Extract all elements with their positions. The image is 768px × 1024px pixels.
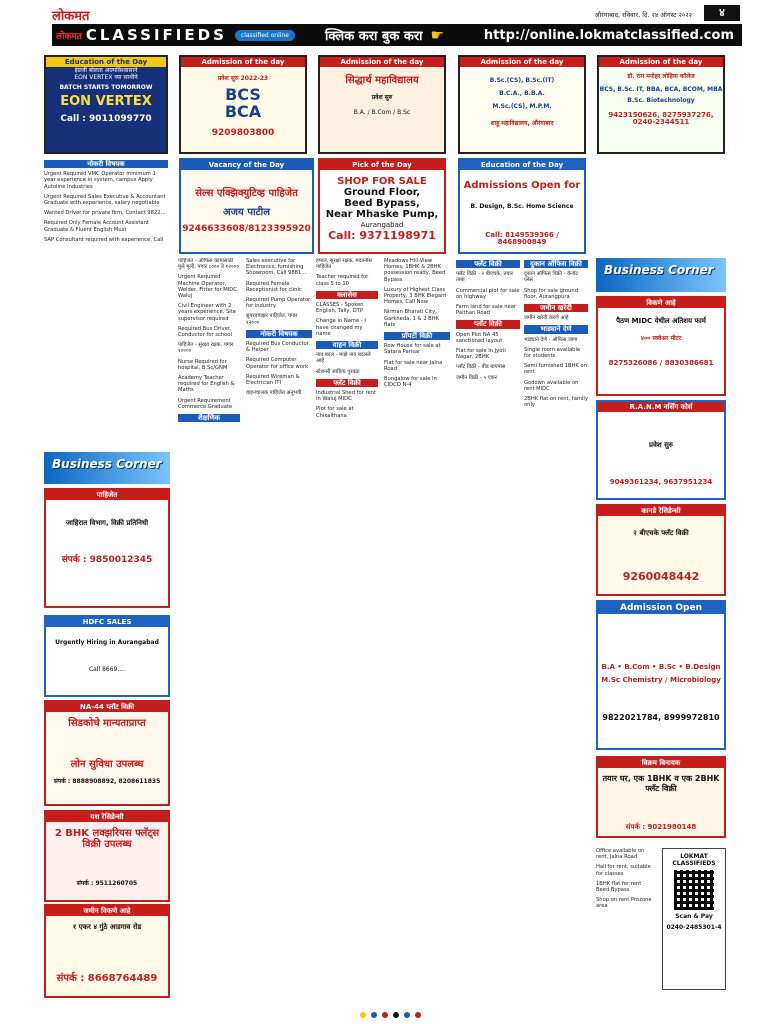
classified-entry: Flat for sale near Jalna Road	[384, 359, 443, 372]
classified-entry: Sales executive for Electronics, furnishing Showroom. Call 9881...	[246, 258, 307, 277]
business-corner-title: Business Corner	[604, 263, 714, 277]
qr-code-icon[interactable]	[674, 870, 714, 910]
ad-phone: 9423150626, 8275937276, 0240-2344511	[608, 111, 714, 126]
classified-entry: Godown available on rent MIDC	[524, 379, 579, 392]
classified-entry: Plot for sale at Chikalthana	[316, 406, 354, 419]
pointing-hand-icon: ☛	[430, 26, 444, 44]
ad-header: विकणे आहे	[598, 298, 724, 308]
classified-entry: Required Only Female Account Assistant Graduate & Fluent English Must	[44, 220, 149, 233]
ad-line: B. Design, B.Sc. Home Science	[470, 203, 574, 210]
classified-entry: Shop for sale ground floor, Aurangpura	[524, 287, 578, 300]
ad-line: B.Sc. Biotechnology	[627, 97, 695, 104]
banner-logo: लोकमत	[56, 31, 82, 42]
ad-line: प्रवेश सुरु	[649, 441, 673, 449]
classified-entry: Semi furnished 1BHK on rent	[524, 363, 587, 376]
ad-hdfc-sales[interactable]	[44, 615, 170, 697]
classified-entry: Office available on rent, Jalna Road	[596, 848, 645, 861]
ad-bcs-bca[interactable]	[179, 55, 307, 154]
ad-title: 2 BHK लक्झरियस फ्लॅट्स	[54, 828, 160, 839]
ad-header: यश रेसिडेन्सी	[46, 812, 168, 822]
ad-line: BATCH STARTS TOMORROW	[59, 84, 153, 91]
ad-phone: 9209803800	[211, 128, 275, 138]
classified-entry: Urgent Required VMC Operator minimum 1 year experience in system, campus Apply Autoline Industries	[44, 171, 156, 190]
ad-na44-plot[interactable]	[44, 700, 170, 806]
classified-entry: नाव बदल - माझे नाव बदलले आहे	[316, 352, 371, 365]
classified-entry: SAP Consultant required with experience, Call	[44, 236, 164, 243]
masthead	[30, 3, 740, 23]
classified-entry: Nirman Bharati City, Garkheda, 1 & 2 BHK flats	[384, 309, 440, 328]
ad-header: R.A.N.M नर्सिंग कोर्स	[598, 402, 724, 412]
ad-eon-vertex[interactable]	[44, 55, 168, 154]
column-5	[384, 258, 450, 978]
section-header-vehicle: वाहन विक्री	[316, 341, 378, 349]
ad-header: Admission of the day	[460, 57, 584, 67]
ad-education-of-the-day[interactable]	[458, 158, 586, 254]
ad-course: BCS	[225, 85, 261, 104]
classified-entry: स्टेशनरी साहित्य पुरवठा	[316, 368, 360, 375]
column-4	[316, 258, 378, 978]
classifieds-title: CLASSIFIEDS	[85, 26, 227, 44]
classified-entry: Required Computer Operator for office work	[246, 357, 309, 370]
ad-line: EON VERTEX व्या साथीने	[74, 74, 138, 81]
ad-brand: EON VERTEX	[60, 94, 152, 109]
ad-vikram-vinayak[interactable]	[596, 756, 726, 838]
classified-entry: जमीन विक्री - ५ एकर	[456, 374, 497, 381]
banner-tagline: क्लिक करा बुक करा	[324, 29, 423, 44]
classified-entry: 2BHK flat on rent, family only	[524, 396, 588, 409]
classified-entry: Meadows Hill-View Homes, 1BHK & 2BHK possession ready, Beed Bypass	[384, 258, 446, 283]
footer-color-dots	[240, 1012, 540, 1020]
color-dot	[371, 1012, 377, 1018]
ad-phone: Call : 9011099770	[60, 114, 152, 124]
ad-phone: 8275326086 / 8830386681	[608, 359, 714, 367]
ad-vacancy-of-the-day[interactable]	[179, 158, 314, 254]
ad-line: Urgently Hiring in Aurangabad	[55, 639, 159, 646]
classified-entry: Urgent Required Sales Executive & Accountant Graduate with experience, salary negotiable	[44, 193, 166, 207]
section-header-plot: प्लॉट विक्री	[456, 320, 520, 328]
ad-phone: संपर्क : 8888908892, 8208611835	[53, 778, 161, 785]
column-naukri	[44, 158, 168, 448]
ad-kanade-residency[interactable]	[596, 504, 726, 596]
ad-header: Pick of the Day	[320, 160, 444, 170]
ad-header: Admission of the day	[181, 57, 305, 67]
ad-phone: 9822021784, 8999972810	[602, 713, 720, 722]
classifieds-banner	[52, 24, 742, 46]
ad-header: HDFC SALES	[46, 617, 168, 627]
color-dot	[393, 1012, 399, 1018]
classified-entry: CLASSES - Spoken English, Tally, DTP	[316, 302, 364, 315]
ad-phone: 9260048442	[622, 570, 700, 583]
section-header-flat: फ्लॅट विक्री	[316, 379, 378, 387]
section-header-classes: क्लासेस	[316, 291, 378, 299]
ad-header: Admission of the day	[320, 57, 444, 67]
ad-line: B.A. / B.Com / B.Sc	[353, 109, 411, 116]
column-3	[246, 258, 312, 978]
ad-line: तयार घर, एक 1BHK व एक 2BHK फ्लॅट विक्री	[602, 774, 720, 793]
ad-phone: संपर्क : 8668764489	[56, 973, 158, 984]
classified-entry: दुकान ऑफिस विक्री - कॅनॉट प्लेस	[524, 271, 578, 284]
color-dot	[404, 1012, 410, 1018]
ad-header: NA-44 प्लॉट विक्री	[46, 702, 168, 712]
classified-entry: हमाल, सुरक्षा रक्षक, मदतनीस पाहिजेत	[316, 258, 373, 271]
ad-business-corner-right[interactable]	[596, 258, 726, 292]
ad-phone: संपर्क : 9021980148	[625, 823, 697, 831]
classified-entry: Farm land for sale near Paithan Road	[456, 304, 517, 317]
classified-entry: 1BHK flat for rent Beed Bypass	[596, 880, 642, 894]
section-header-naukri-2: नोकरी विषयक	[246, 330, 312, 338]
classified-entry: Nurse Required for hospital, B.Sc/GNM	[178, 358, 228, 371]
qr-title: LOKMAT CLASSIFIEDS	[672, 853, 716, 867]
ad-line: M.Sc.(CS), M.P.M.	[492, 103, 552, 110]
ad-yash-residency[interactable]	[44, 810, 170, 902]
classified-entry: Teacher required for class 5 to 10	[316, 274, 369, 287]
ad-qr-payment[interactable]	[662, 848, 726, 990]
ad-title: सेल्स एक्झिक्युटिव्ह पाहिजेत	[195, 188, 298, 199]
ad-line: इंग्रजी बोलता आत्मविश्वासाने	[74, 67, 138, 74]
ad-phone: 9049361234, 9637951234	[609, 478, 713, 486]
ad-siddharth-college[interactable]	[318, 55, 446, 154]
dateline: औरंगाबाद, रविवार, दि. २४ ऑगस्ट २०२२	[594, 11, 692, 19]
ad-title: Admissions Open for	[463, 180, 581, 191]
section-header-naukri: नोकरी विषयक	[44, 160, 168, 168]
ad-admission-open[interactable]	[596, 600, 726, 750]
column-7	[524, 258, 588, 978]
ad-lohia-college[interactable]	[597, 55, 725, 154]
section-header-flat-2: फ्लॅट विक्री	[456, 260, 520, 268]
ad-header: Admission Open	[598, 602, 724, 614]
ad-note: M.Sc Chemistry / Microbiology	[601, 676, 721, 684]
ad-note: लोन सुविधा उपलब्ध	[70, 759, 144, 770]
classified-entry: Industrial Shed for rent in Waluj MIDC	[316, 390, 377, 403]
section-header-education: शैक्षणिक	[178, 414, 240, 422]
classified-entry: भाड्याने देणे - ऑफिस जागा	[524, 336, 578, 343]
classified-entry: Urgent Required Machine Operator, Welder, Fitter for MIDC Waluj	[178, 274, 237, 300]
classified-entry: Wanted Driver for private firm, Contact 9822...	[44, 210, 166, 217]
classified-entry: Civil Engineer with 2 years experience, Site supervisor required	[178, 303, 236, 322]
ad-header: Vacancy of the Day	[181, 160, 312, 170]
classified-entry: Required Female Receptionist for clinic	[246, 280, 302, 293]
lokmat-logo: लोकमत	[52, 9, 90, 23]
ad-line: Ground Floor,	[343, 187, 421, 198]
color-dot	[360, 1012, 366, 1018]
classified-entry: Change in Name - I have changed my name	[316, 318, 366, 337]
classified-entry: प्लॉट विक्री - बीड बायपास	[456, 364, 506, 371]
classified-entry: Required Pump Operator for industry	[246, 297, 311, 310]
ad-name: अजय पाटील	[222, 207, 271, 218]
ad-phone: Call 8669....	[88, 666, 125, 673]
section-header-shop: दुकान ऑफिस विक्री	[524, 260, 588, 268]
ad-header: पाहिजेत	[46, 490, 168, 500]
color-dot	[415, 1012, 421, 1018]
ad-title: SHOP FOR SALE	[337, 176, 427, 187]
ad-phone: Call: 9371198971	[328, 229, 436, 242]
classified-entry: Required Bus Conductor & Helper	[246, 341, 309, 354]
classified-entry: पाहिजेत - सुरक्षा रक्षक, पगार १००००	[178, 342, 234, 355]
classified-entry: Shop on rent Prozone area	[596, 897, 652, 910]
ad-line: B.A • B.Com • B.Sc • B.Design	[601, 663, 721, 671]
ad-header: विक्रम विनायक	[598, 758, 724, 768]
ad-line: १ एकर ४ गुंठे आडगाव रोड	[72, 923, 142, 931]
classified-entry: वाहनचालक पाहिजेत अनुभवी	[246, 390, 302, 397]
ad-line: Aurangabad	[360, 221, 404, 229]
classified-entry: Bungalow for sale in CIDCO N-4	[384, 376, 437, 389]
ad-note: ४०० स्क्वेअर मीटर	[640, 335, 682, 342]
ad-header: कानडे रेसिडेन्सी	[598, 506, 724, 516]
column-6	[456, 258, 520, 978]
classified-entry: पाहिजेत - ऑफिस कामासाठी मुले मुली, पगार ८००० ते १२०००	[178, 258, 240, 271]
classified-entry: Urgent Requirement Commerce Graduate	[178, 397, 233, 410]
business-corner-title: Business Corner	[52, 457, 162, 471]
classified-entry: Row House for sale at Satara Parisar	[384, 343, 441, 356]
ad-shahu-college[interactable]	[458, 55, 586, 154]
ad-course: BCA	[224, 102, 262, 121]
ad-line: जाहिरात विभाग, विक्री प्रतिनिधी	[65, 519, 149, 527]
ad-business-corner-left[interactable]	[44, 452, 170, 484]
ad-line: B.Sc.(CS), B.Sc.(IT)	[489, 77, 555, 84]
section-header-property: प्रॉपर्टी विक्री	[384, 332, 450, 340]
ad-phone: संपर्क : 9850012345	[61, 555, 153, 565]
ad-title: डॉ. राम मनोहर लोहिया कॉलेज	[627, 73, 695, 80]
classified-entry: Single room available for students	[524, 346, 581, 360]
qr-caption: Scan & Pay	[675, 913, 713, 920]
ad-line: प्रवेश सुरु	[371, 94, 393, 101]
ad-note: प्रवेश सुरु 2022-23	[217, 75, 269, 82]
classified-entry: Required Wireman & Electrician ITI	[246, 373, 300, 387]
ad-header: Education of the Day	[460, 160, 584, 170]
ad-line: पैठण MIDC येथील अतिशय फार्म	[616, 317, 706, 325]
page-number: ४	[704, 5, 740, 21]
ad-header: Admission of the day	[599, 57, 723, 67]
ad-title: सिद्धार्थ महाविद्यालय	[345, 75, 419, 86]
classified-entry: Luxury of Highest Class Property, 3 BHK Elegant Homes, Call Now	[384, 286, 447, 306]
ad-brand: शाहू महाविद्यालय, औरंगाबाद	[490, 120, 554, 127]
column-2	[178, 258, 240, 978]
ad-pick-of-the-day[interactable]	[318, 158, 446, 254]
classified-entry: Hall for rent, suitable for classes	[596, 864, 651, 877]
section-header-rent: भाड्याने देणे	[524, 325, 588, 333]
ad-phone: 9246633608/8123395920	[182, 224, 311, 234]
classified-entry: Commercial plot for sale on highway	[456, 287, 520, 300]
classified-entry: सुपरवायझर पाहिजेत, पगार १२०००	[246, 313, 298, 326]
classified-online-badge: classified online	[235, 30, 295, 41]
ad-note: विक्री उपलब्ध	[82, 839, 132, 850]
section-header-land: जमीन खरेदी	[524, 304, 588, 312]
ad-midc-plot[interactable]	[596, 296, 726, 396]
ad-line: Beed Bypass,	[344, 198, 420, 209]
classified-entry: जमीन खरेदी करणे आहे	[524, 315, 569, 322]
ad-line: २ बीएचके फ्लॅट विक्री	[633, 529, 689, 537]
classified-entry: Open Plot NA 45 sanctioned layout	[456, 331, 503, 344]
ad-title: सिडकोचे मान्यताप्राप्त	[68, 718, 146, 729]
classified-entry: फ्लॅट विक्री - २ बीएचके, तयार ताबा	[456, 271, 513, 284]
classified-entry: Academy Teacher required for English & Maths	[178, 375, 235, 394]
ad-line: Near Mhaske Pump,	[325, 209, 439, 220]
ad-line: B.C.A., B.B.A.	[499, 90, 545, 97]
classified-entry: Required Bus Driver, Conductor for school	[178, 325, 232, 339]
column-8	[596, 848, 656, 990]
qr-phone: 0240-2485301-4	[666, 924, 722, 931]
ad-ranm-nursing[interactable]	[596, 400, 726, 500]
ad-land-for-sale[interactable]	[44, 904, 170, 998]
color-dot	[382, 1012, 388, 1018]
ad-header: जमीन विकणे आहे	[46, 906, 168, 916]
ad-header: Education of the Day	[46, 57, 166, 67]
ad-phone: Call: 8149539366 / 8468900849	[485, 231, 559, 246]
classified-entry: Flat for sale in Jyoti Nagar, 2BHK	[456, 348, 506, 361]
banner-url-link[interactable]: http://online.lokmatclassified.com	[483, 27, 734, 43]
ad-line: BCS, B.Sc. IT, BBA, BCA, BCOM, MBA	[599, 86, 723, 93]
ad-phone: संपर्क : 9511260705	[76, 880, 138, 887]
ad-wanted-left[interactable]	[44, 488, 170, 608]
